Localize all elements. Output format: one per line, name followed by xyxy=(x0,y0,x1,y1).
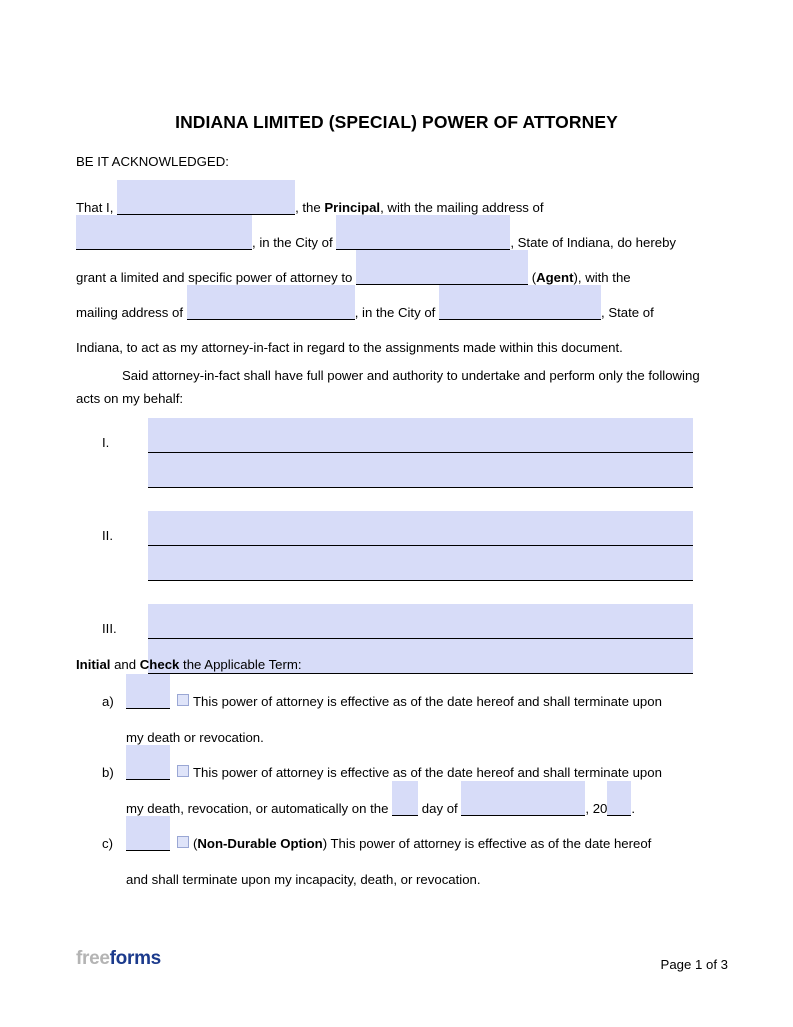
terms-heading-initial: Initial xyxy=(76,657,111,672)
act-numeral: I. xyxy=(102,435,110,450)
intro-section xyxy=(76,152,700,365)
principal-label: Principal xyxy=(324,200,381,215)
agent-name-field[interactable] xyxy=(356,268,528,285)
intro-line-4-prefix: mailing address of xyxy=(76,305,184,320)
term-b-date-line xyxy=(126,798,700,820)
term-row-b xyxy=(76,762,700,820)
term-b-line-2-period: . xyxy=(631,801,636,816)
term-c-initial-field[interactable] xyxy=(126,834,170,851)
authority-paragraph xyxy=(76,364,700,410)
intro-line-1-prefix: That I, xyxy=(76,200,114,215)
act-numeral: II. xyxy=(102,528,113,543)
intro-line-2-suffix: , State of Indiana, do hereby xyxy=(510,235,677,250)
agent-city-field[interactable] xyxy=(439,303,601,320)
principal-name-field[interactable] xyxy=(117,198,295,215)
act-item xyxy=(76,418,700,488)
term-row-a xyxy=(76,691,700,749)
logo-free-text: free xyxy=(76,948,110,969)
non-durable-option-label: Non-Durable Option xyxy=(197,836,323,851)
page-number: Page 1 of 3 xyxy=(660,957,728,972)
intro-line-4 xyxy=(76,295,700,330)
intro-line-3 xyxy=(76,260,700,295)
termination-month-field[interactable] xyxy=(461,799,585,816)
term-row-c xyxy=(76,833,700,891)
terms-heading xyxy=(76,655,700,675)
term-c-body xyxy=(126,833,700,855)
act-numeral: III. xyxy=(102,621,117,636)
act-1-line-2-field[interactable] xyxy=(148,453,693,488)
intro-line-1-suffix: , with the mailing address of xyxy=(380,200,544,215)
term-a-text-line-2: my death or revocation. xyxy=(126,730,264,745)
term-b-line-2-mid: day of xyxy=(421,801,458,816)
term-b-line-2-year-prefix: , 20 xyxy=(585,801,608,816)
term-a-initial-field[interactable] xyxy=(126,692,170,709)
term-b-initial-field[interactable] xyxy=(126,763,170,780)
terms-section xyxy=(76,655,700,904)
act-2-line-1-field[interactable] xyxy=(148,511,693,546)
term-a-text-line-1: This power of attorney is effective as of the date hereof and shall terminate upon xyxy=(193,694,662,709)
agent-label: Agent xyxy=(536,270,574,285)
terms-heading-tail: the Applicable Term: xyxy=(179,657,302,672)
term-b-line-2-prefix: my death, revocation, or automatically on the xyxy=(126,801,389,816)
intro-line-4-suffix: , State of xyxy=(601,305,654,320)
term-b-text-line-1: This power of attorney is effective as of the date hereof and shall terminate upon xyxy=(193,765,662,780)
act-3-line-1-field[interactable] xyxy=(148,604,693,639)
logo-forms-text: forms xyxy=(109,948,161,969)
term-c-paren-open: ( xyxy=(193,836,198,851)
intro-line-3-prefix: grant a limited and specific power of attorney to xyxy=(76,270,353,285)
intro-line-5: Indiana, to act as my attorney-in-fact in regard to the assignments made within this document. xyxy=(76,340,623,355)
termination-day-field[interactable] xyxy=(392,799,418,816)
terms-heading-check: Check xyxy=(139,657,180,672)
termination-year-field[interactable] xyxy=(607,799,631,816)
page-title: INDIANA LIMITED (SPECIAL) POWER OF ATTORNEY xyxy=(175,112,618,132)
term-b-checkbox[interactable] xyxy=(177,765,189,777)
principal-address-field[interactable] xyxy=(76,233,252,250)
acknowledgement-line: BE IT ACKNOWLEDGED: xyxy=(76,154,229,169)
principal-city-field[interactable] xyxy=(336,233,510,250)
intro-line-1-mid: , the xyxy=(295,200,325,215)
act-fields xyxy=(148,418,693,488)
act-item xyxy=(76,511,700,581)
intro-line-3-open: ( xyxy=(528,270,537,285)
term-c-text-line-1: ) This power of attorney is effective as of the date hereof xyxy=(322,836,652,851)
term-c-text-line-2: and shall terminate upon my incapacity, death, or revocation. xyxy=(126,872,481,887)
intro-line-4-mid: , in the City of xyxy=(354,305,436,320)
act-2-line-2-field[interactable] xyxy=(148,546,693,581)
term-letter-c: c) xyxy=(102,836,113,851)
freeforms-logo xyxy=(76,948,161,970)
term-letter-b: b) xyxy=(102,765,114,780)
terms-heading-mid: and xyxy=(110,657,140,672)
term-a-checkbox[interactable] xyxy=(177,694,189,706)
act-1-line-1-field[interactable] xyxy=(148,418,693,453)
intro-line-3-suffix: ), with the xyxy=(573,270,631,285)
agent-address-field[interactable] xyxy=(187,303,355,320)
term-c-checkbox[interactable] xyxy=(177,836,189,848)
term-letter-a: a) xyxy=(102,694,114,709)
authority-paragraph-text: Said attorney-in-fact shall have full power and authority to undertake and perform only the following acts on my behalf: xyxy=(76,368,700,406)
intro-line-2-mid: , in the City of xyxy=(252,235,333,250)
term-a-body xyxy=(126,691,700,713)
act-fields xyxy=(148,511,693,581)
